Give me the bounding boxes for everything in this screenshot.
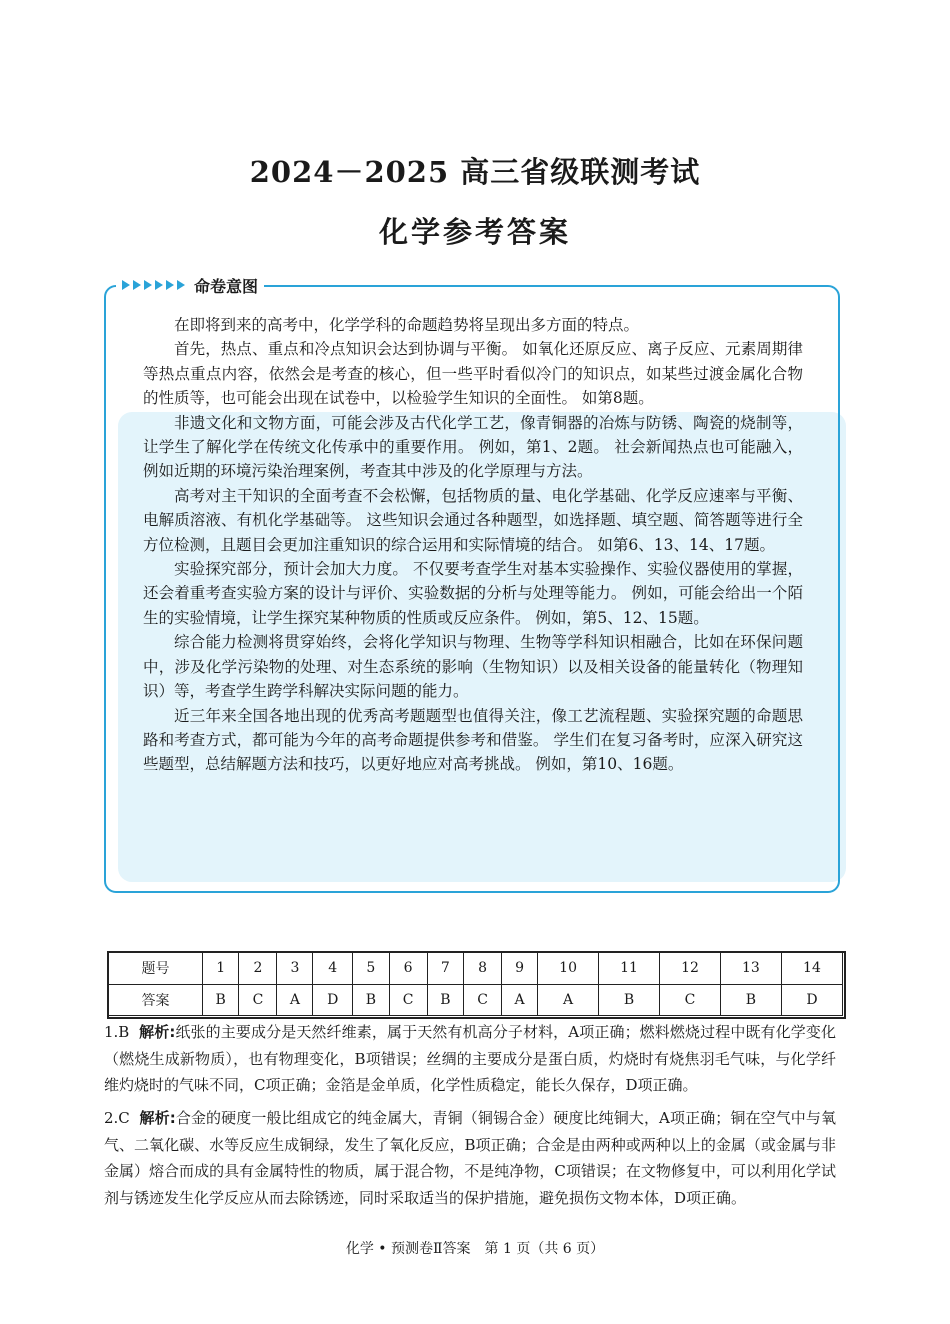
intent-paragraph: 实验探究部分，预计会加大力度。 不仅要考查学生对基本实验操作、实验仪器使用的掌握，还会着重考查实验方案的设计与评价、实验数据的分析与处理等能力。 例如，可能会给出一个陌生的实验情境，让学生探究某种物质的性质或反应条件。 例如，第5、12、15题。 <box>143 560 803 627</box>
question-number: 1 <box>202 953 239 985</box>
question-number: 7 <box>427 953 464 985</box>
answer-cell: C <box>660 984 721 1016</box>
answer-cell: D <box>781 984 842 1016</box>
answer-cell: A <box>277 984 313 1016</box>
answer-cell: A <box>538 984 599 1016</box>
question-number: 10 <box>538 953 599 985</box>
question-number: 3 <box>277 953 313 985</box>
answer-cell: C <box>464 984 502 1016</box>
explanation-label: 解析: <box>139 1109 176 1127</box>
explanation-number: 2.C <box>104 1109 130 1127</box>
intent-paragraph: 高考对主干知识的全面考查不会松懈，包括物质的量、电化学基础、化学反应速率与平衡、电解质溶液、有机化学基础等。 这些知识会通过各种题型，如选择题、填空题、简答题等进行全方位检测，且题目会更加注重知识的综合运用和实际情境的结合。 如第6、13、14、17题。 <box>143 486 803 554</box>
intent-body <box>143 313 803 777</box>
explanation-item <box>104 1105 836 1211</box>
question-number-row <box>109 953 843 985</box>
intent-paragraph: 综合能力检测将贯穿始终，会将化学知识与物理、生物等学科知识相融合，比如在环保问题中，涉及化学污染物的处理、对生态系统的影响（生物知识）以及相关设备的能量转化（物理知识）等，考查学生跨学科解决实际问题的能力。 <box>143 633 803 701</box>
question-number: 9 <box>502 953 538 985</box>
intent-heading-label: 命卷意图 <box>194 276 259 296</box>
explanation-text: 纸张的主要成分是天然纤维素，属于天然有机高分子材料，A项正确；燃料燃烧过程中既有化学变化（燃烧生成新物质），也有物理变化，B项错误；丝绸的主要成分是蛋白质，灼烧时有烧焦羽毛气味，与化学纤维灼烧时的气味不同，C项正确；金箔是金单质，化学性质稳定，能长久保存，D项正确。 <box>104 1023 836 1094</box>
question-number: 2 <box>239 953 277 985</box>
row-label: 题号 <box>109 953 203 985</box>
answer-cell: D <box>313 984 353 1016</box>
answer-cell: C <box>239 984 277 1016</box>
question-number: 4 <box>313 953 353 985</box>
question-number: 12 <box>660 953 721 985</box>
question-number: 8 <box>464 953 502 985</box>
answer-cell: C <box>389 984 427 1016</box>
arrow-decoration-icon <box>122 280 188 290</box>
intent-heading <box>116 274 264 296</box>
question-number: 14 <box>781 953 842 985</box>
intent-paragraph: 非遗文化和文物方面，可能会涉及古代化学工艺，像青铜器的冶炼与防锈、陶瓷的烧制等，让学生了解化学在传统文化传承中的重要作用。 例如，第1、2题。 社会新闻热点也可能融入，例如近期的环境污染治理案例，考查其中涉及的化学原理与方法。 <box>143 413 803 481</box>
answer-cell: B <box>202 984 239 1016</box>
intent-paragraph: 首先，热点、重点和冷点知识会达到协调与平衡。 如氧化还原反应、离子反应、元素周期律等热点重点内容，依然会是考查的核心，但一些平时看似冷门的知识点，如某些过渡金属化合物的性质等，也可能会出现在试卷中，以检验学生知识的全面性。 如第8题。 <box>143 340 803 408</box>
intent-paragraph: 在即将到来的高考中，化学学科的命题趋势将呈现出多方面的特点。 <box>174 316 640 334</box>
page-footer: 化学 • 预测卷Ⅱ答案 第 1 页（共 6 页） <box>345 1241 605 1257</box>
question-number: 11 <box>599 953 660 985</box>
explanation-number: 1.B <box>104 1023 130 1041</box>
row-label: 答案 <box>109 984 203 1016</box>
explanation-item <box>104 1019 836 1099</box>
answer-cell: B <box>720 984 781 1016</box>
question-number: 13 <box>720 953 781 985</box>
answer-row <box>109 984 843 1016</box>
answer-cell: B <box>353 984 390 1016</box>
answer-cell: B <box>599 984 660 1016</box>
question-number: 5 <box>353 953 390 985</box>
answer-table <box>108 952 843 1016</box>
page-title: 2024－2025 高三省级联测考试 <box>249 155 701 189</box>
explanation-text: 合金的硬度一般比组成它的纯金属大，青铜（铜锡合金）硬度比纯铜大，A项正确；铜在空气中与氧气、二氧化碳、水等反应生成铜绿，发生了氧化反应，B项正确；合金是由两种或两种以上的金属（或金属与非金属）熔合而成的具有金属特性的物质，属于混合物，不是纯净物，C项错误；在文物修复中，可以利用化学试剂与锈迹发生化学反应从而去除锈迹，同时采取适当的保护措施，避免损伤文物本体，D项正确。 <box>104 1109 836 1207</box>
page-subtitle: 化学参考答案 <box>378 215 571 249</box>
intent-paragraph: 近三年来全国各地出现的优秀高考题题型也值得关注，像工艺流程题、实验探究题的命题思路和考查方式，都可能为今年的高考命题提供参考和借鉴。 学生们在复习备考时，应深入研究这些题型，总结解题方法和技巧，以更好地应对高考挑战。 例如，第10、16题。 <box>143 706 803 774</box>
answer-cell: A <box>502 984 538 1016</box>
question-number: 6 <box>389 953 427 985</box>
explanation-label: 解析: <box>139 1023 176 1041</box>
answer-cell: B <box>427 984 464 1016</box>
